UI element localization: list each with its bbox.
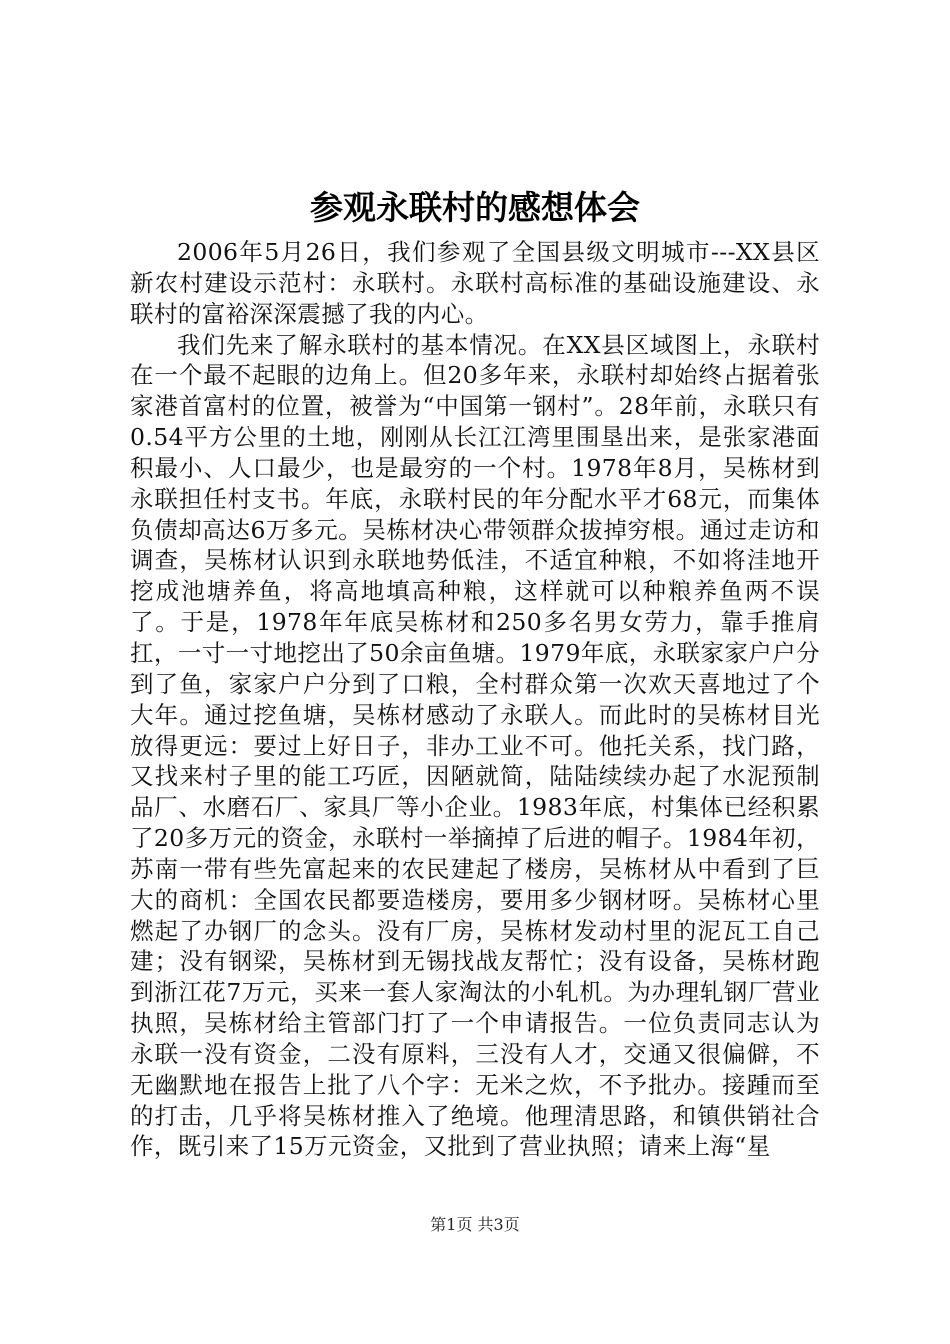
document-body xyxy=(130,237,820,1162)
paragraph-intro: 2006年5月26日，我们参观了全国县级文明城市---XX县区新农村建设示范村：永联村。永联村高标准的基础设施建设、永联村的富裕深深震撼了我的内心。 xyxy=(130,238,820,328)
document-title: 参观永联村的感想体会 xyxy=(310,188,640,227)
page-footer: 第1页 共3页 xyxy=(430,1215,520,1234)
paragraph-background: 我们先来了解永联村的基本情况。在XX县区域图上，永联村在一个最不起眼的边角上。但20多年来，永联村却始终占据着张家港首富村的位置，被誉为“中国第一钢村”。28年前，永联只有0.54平方公里的土地，刚刚从长江江湾里围垦出来，是张家港面积最小、人口最少，也是最穷的一个村。1978年8月，吴栋材到永联担任村支书。年底，永联村民的年分配水平才68元，而集体负债却高达6万多元。吴栋材决心带领群众拔掉穷根。通过走访和调查，吴栋材认识到永联地势低洼，不适宜种粮，不如将洼地开挖成池塘养鱼，将高地填高种粮，这样就可以种粮养鱼两不误了。于是，1978年年底吴栋材和250多名男女劳力，靠手推肩扛，一寸一寸地挖出了50余亩鱼塘。1979年底，永联家家户户分到了鱼，家家户户分到了口粮，全村群众第一次欢天喜地过了个大年。通过挖鱼塘，吴栋材感动了永联人。而此时的吴栋材目光放得更远：要过上好日子，非办工业不可。他托关系，找门路，又找来村子里的能工巧匠，因陋就简，陆陆续续办起了水泥预制品厂、水磨石厂、家具厂等小企业。1983年底，村集体已经积累了20多万元的资金，永联村一举摘掉了后进的帽子。1984年初，苏南一带有些先富起来的农民建起了楼房，吴栋材从中看到了巨大的商机：全国农民都要造楼房，要用多少钢材呀。吴栋材心里燃起了办钢厂的念头。没有厂房，吴栋材发动村里的泥瓦工自己建；没有钢梁，吴栋材到无锡找战友帮忙；没有设备，吴栋材跑到浙江花7万元，买来一套人家淘汰的小轧机。为办理轧钢厂营业执照，吴栋材给主管部门打了一个申请报告。一位负责同志认为永联一没有资金，二没有原料，三没有人才，交通又很偏僻，不无幽默地在报告上批了八个字：无米之炊，不予批办。接踵而至的打击，几乎将吴栋材推入了绝境。他理清思路，和镇供销社合作，既引来了15万元资金，又批到了营业执照；请来上海“星 xyxy=(130,330,820,1161)
